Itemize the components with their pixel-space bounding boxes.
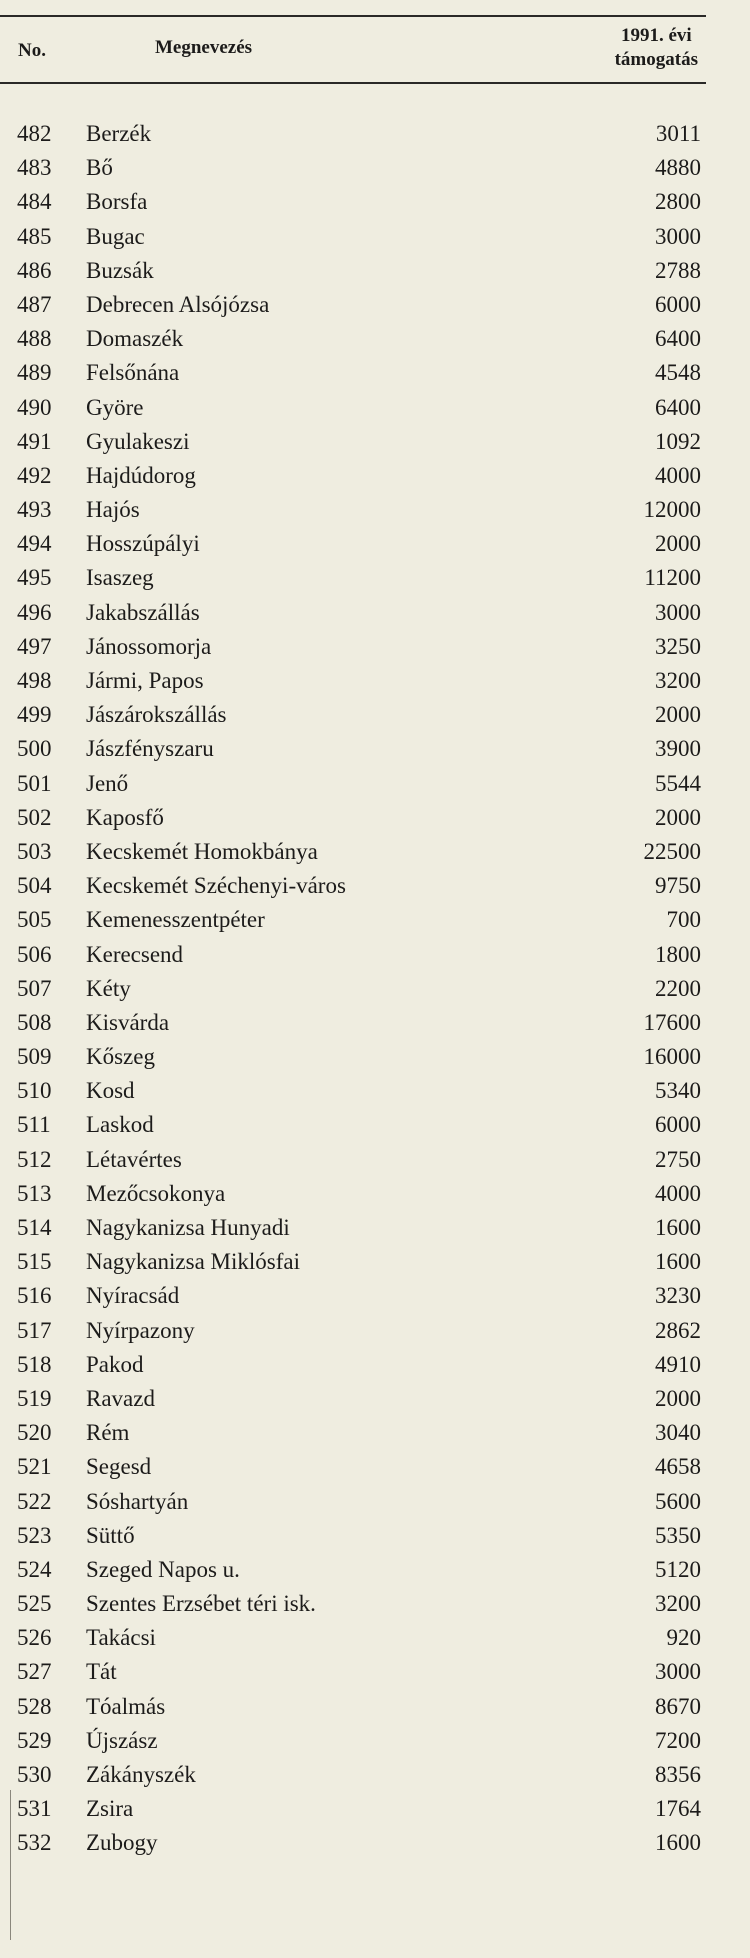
row-amount: 12000 [643,497,701,523]
row-name: Kemenesszentpéter [86,907,265,933]
row-name: Felsőnána [86,360,180,386]
row-number: 498 [17,668,52,693]
row-amount: 4000 [655,462,701,488]
row-number: 520 [17,1420,52,1446]
row-name: Hajós [86,497,140,523]
row-number: 484 [17,189,52,215]
table-row [0,1485,706,1519]
table-row [0,801,706,835]
row-number: 528 [17,1693,52,1719]
row-name: Kecskemét Széchenyi-város [86,873,346,899]
row-name: Tóalmás [86,1693,166,1719]
row-name: Zsira [86,1796,134,1822]
row-amount: 4000 [655,1180,701,1206]
row-name: Jenő [86,770,129,796]
row-amount: 2000 [655,1385,701,1411]
row-name: Szeged Napos u. [86,1556,240,1582]
row-number: 524 [17,1556,52,1582]
row-amount: 3000 [655,223,701,249]
row-amount: 5120 [655,1556,701,1582]
table-row [0,356,706,390]
table-row [0,1690,706,1724]
row-number: 504 [17,873,52,899]
margin-line [10,1790,11,1940]
row-name: Laskod [86,1112,154,1138]
table-row [0,391,706,425]
row-number: 521 [17,1454,52,1480]
table-row [0,596,706,630]
row-amount: 3200 [655,1591,701,1617]
row-amount: 1600 [655,1830,701,1856]
row-number: 490 [17,394,52,420]
row-name: Újszász [86,1727,158,1753]
row-amount: 2800 [655,189,701,215]
row-number: 494 [17,531,52,557]
row-number: 486 [17,257,52,283]
row-amount: 2788 [655,257,701,283]
row-amount: 8356 [655,1762,701,1787]
row-name: Szentes Erzsébet téri isk. [86,1591,316,1617]
row-number: 493 [17,497,52,523]
row-name: Tát [86,1659,117,1685]
row-amount: 4910 [655,1351,701,1377]
table-row [0,1382,706,1416]
row-name: Kéty [86,975,131,1001]
row-number: 518 [17,1351,52,1377]
row-amount: 2200 [655,975,701,1001]
row-name: Bő [86,155,113,181]
row-name: Jászfényszaru [86,736,214,762]
row-number: 502 [17,804,52,830]
row-number: 512 [17,1146,52,1172]
table-row [0,1519,706,1553]
row-number: 511 [17,1112,51,1138]
row-amount: 3900 [655,736,701,762]
row-amount: 17600 [643,1009,701,1035]
row-amount: 1092 [655,428,701,454]
table-row [0,1074,706,1108]
row-amount: 4658 [655,1454,701,1480]
table-row [0,1416,706,1450]
row-number: 531 [17,1796,52,1822]
row-number: 488 [17,326,52,352]
row-number: 485 [17,223,52,249]
row-number: 507 [17,975,52,1001]
row-amount: 1800 [655,941,701,967]
column-header-support-line1: 1991. évi [620,25,692,46]
table-row [0,1553,706,1587]
row-name: Ravazd [86,1385,155,1411]
table-row [0,1621,706,1655]
row-name: Kaposfő [86,804,164,830]
row-amount: 4880 [655,155,701,181]
table-row [0,527,706,561]
row-amount: 5340 [655,1078,701,1104]
row-name: Nagykanizsa Miklósfai [86,1249,300,1275]
row-amount: 3000 [655,599,701,625]
row-amount: 2000 [655,804,701,830]
table-row [0,1450,706,1484]
row-amount: 3040 [655,1420,701,1446]
row-name: Kecskemét Homokbánya [86,838,318,864]
row-name: Létavértes [86,1146,182,1172]
row-name: Kőszeg [86,1044,155,1070]
row-number: 527 [17,1659,52,1685]
row-name: Nyírpazony [86,1317,195,1343]
table-row [0,664,706,698]
table-row [0,938,706,972]
row-name: Györe [86,394,144,420]
table-row [0,220,706,254]
row-amount: 4548 [655,360,701,386]
table-row [0,1587,706,1621]
row-name: Kerecsend [86,941,184,967]
table-row [0,561,706,595]
row-amount: 6000 [655,291,701,317]
column-header-support-line2: támogatás [614,49,698,70]
table-row [0,1177,706,1211]
row-number: 489 [17,360,52,386]
row-name: Jakabszállás [86,599,200,625]
table-row [0,1792,706,1826]
row-amount: 5600 [655,1488,701,1514]
table-row [0,117,706,151]
row-number: 496 [17,599,52,625]
row-name: Süttő [86,1522,135,1548]
row-amount: 920 [666,1625,701,1651]
row-amount: 3011 [655,121,701,146]
row-number: 526 [17,1625,52,1651]
row-amount: 9750 [655,873,701,899]
table-row [0,288,706,322]
row-name: Rém [86,1420,130,1446]
row-number: 503 [17,838,52,864]
row-amount: 8670 [655,1693,701,1719]
row-amount: 16000 [643,1044,701,1070]
table-row [0,1758,706,1792]
row-number: 510 [17,1078,52,1104]
row-amount: 6400 [655,326,701,352]
row-amount: 700 [666,907,701,933]
header-rule [0,82,706,84]
row-name: Jármi, Papos [86,668,204,693]
row-number: 492 [17,462,52,488]
row-number: 482 [17,121,52,146]
row-name: Kosd [86,1078,135,1104]
row-number: 506 [17,941,52,967]
row-number: 495 [17,565,52,591]
row-number: 529 [17,1727,52,1753]
row-number: 509 [17,1044,52,1070]
table-row [0,1826,706,1860]
row-number: 491 [17,428,52,454]
row-amount: 6000 [655,1112,701,1138]
table-row [0,1211,706,1245]
row-name: Nagykanizsa Hunyadi [86,1215,290,1240]
table-row [0,1724,706,1758]
row-number: 517 [17,1317,52,1343]
row-name: Borsfa [86,189,148,215]
row-number: 513 [17,1180,52,1206]
table-row [0,1040,706,1074]
row-number: 487 [17,291,52,317]
row-amount: 2750 [655,1146,701,1172]
row-amount: 2862 [655,1317,701,1343]
row-name: Domaszék [86,326,184,352]
row-name: Buzsák [86,257,154,283]
row-name: Isaszeg [86,565,154,591]
row-amount: 3000 [655,1659,701,1685]
table-row [0,698,706,732]
row-name: Segesd [86,1454,152,1480]
row-amount: 2000 [655,702,701,728]
row-name: Mezőcsokonya [86,1180,226,1206]
row-name: Berzék [86,121,152,146]
row-amount: 5544 [655,770,701,796]
row-amount: 1600 [655,1249,701,1275]
row-number: 515 [17,1249,52,1275]
row-number: 505 [17,907,52,933]
row-number: 508 [17,1009,52,1035]
row-number: 483 [17,155,52,181]
row-name: Nyíracsád [86,1283,180,1309]
row-amount: 3230 [655,1283,701,1309]
row-name: Zubogy [86,1830,158,1856]
table-row [0,1006,706,1040]
row-name: Pakod [86,1351,144,1377]
table-row [0,972,706,1006]
table-row [0,493,706,527]
table-row [0,1655,706,1689]
row-number: 530 [17,1762,52,1787]
row-amount: 3200 [655,668,701,693]
row-number: 501 [17,770,52,796]
row-amount: 6400 [655,394,701,420]
table-row [0,1279,706,1313]
row-amount: 1764 [655,1796,701,1822]
row-name: Bugac [86,223,145,249]
row-name: Zákányszék [86,1762,196,1787]
row-amount: 7200 [655,1727,701,1753]
table-row [0,1108,706,1142]
column-header-no: No. [18,40,46,61]
table-row [0,1245,706,1279]
row-amount: 11200 [644,565,701,591]
table-row [0,630,706,664]
table-row [0,1143,706,1177]
row-name: Hajdúdorog [86,462,196,488]
row-name: Gyulakeszi [86,428,190,454]
row-name: Sóshartyán [86,1488,189,1514]
row-number: 516 [17,1283,52,1309]
top-rule [0,15,706,17]
table-row [0,185,706,219]
row-name: Kisvárda [86,1009,170,1035]
row-number: 497 [17,633,52,659]
table-row [0,425,706,459]
row-number: 523 [17,1522,52,1548]
table-row [0,254,706,288]
row-amount: 22500 [643,838,701,864]
row-name: Jászárokszállás [86,702,227,728]
column-header-name: Megnevezés [155,37,253,58]
table-row [0,869,706,903]
row-amount: 3250 [655,633,701,659]
row-number: 532 [17,1830,52,1856]
row-name: Takácsi [86,1625,156,1651]
column-header-support [615,24,698,72]
table-row [0,322,706,356]
row-amount: 2000 [655,531,701,557]
table-row [0,151,706,185]
row-name: Debrecen Alsójózsa [86,291,270,317]
row-amount: 5350 [655,1522,701,1548]
row-name: Hosszúpályi [86,531,200,557]
row-number: 522 [17,1488,52,1514]
row-number: 500 [17,736,52,762]
row-number: 499 [17,702,52,728]
table-row [0,459,706,493]
table-row [0,1314,706,1348]
table-body [0,117,706,1861]
row-number: 525 [17,1591,52,1617]
table-row [0,1348,706,1382]
table-row [0,835,706,869]
row-number: 519 [17,1385,52,1411]
table-row [0,732,706,766]
row-amount: 1600 [655,1215,701,1240]
table-row [0,767,706,801]
table-row [0,903,706,937]
row-number: 514 [17,1215,52,1240]
row-name: Jánossomorja [86,633,212,659]
